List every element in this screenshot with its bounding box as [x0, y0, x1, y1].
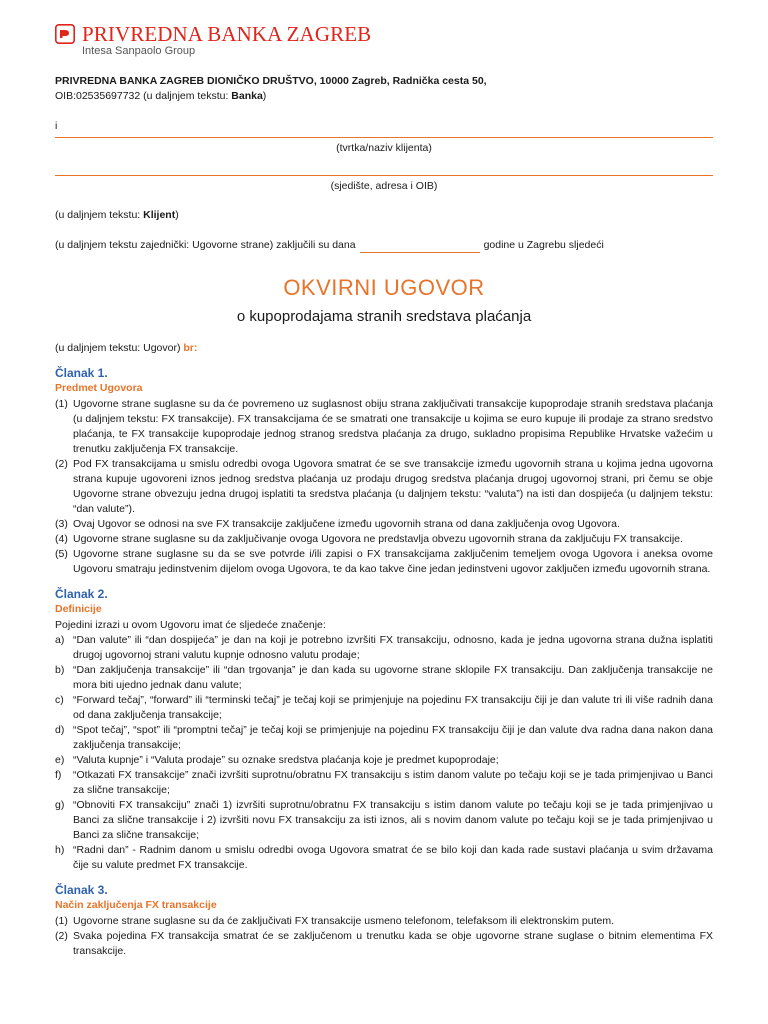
clause-marker: (3) — [55, 518, 68, 530]
article-1-clause — [55, 457, 713, 517]
article-3-heading: Članak 3. — [55, 883, 108, 897]
definition-marker: g) — [55, 799, 65, 811]
contract-body — [55, 74, 713, 959]
client-address-caption: (sjedište, adresa i OIB) — [330, 180, 438, 192]
article-3-clause — [55, 929, 713, 959]
oib-close: ) — [262, 90, 267, 102]
definition-item — [55, 663, 713, 693]
client-alias-line — [55, 208, 713, 223]
article-1-heading: Članak 1. — [55, 366, 108, 380]
client-alias-suffix: ) — [175, 209, 179, 221]
article-1-clause — [55, 517, 713, 532]
article-3-subheading: Način zaključenja FX transakcije — [55, 899, 217, 911]
date-field[interactable] — [360, 241, 480, 253]
bank-logo-icon — [55, 24, 75, 44]
parties-text: (u daljnjem tekstu zajednički: Ugovorne strane) zaključili su dana — [55, 239, 356, 251]
article-3 — [55, 883, 713, 959]
article-2 — [55, 587, 713, 873]
oib-text: OIB:02535697732 (u daljnjem tekstu: — [55, 90, 232, 102]
bank-name: PRIVREDNA BANKA ZAGREB — [82, 22, 372, 46]
parties-line — [55, 238, 713, 253]
clause-text: Svaka pojedina FX transakcija smatrat će se zaključenom u trenutku kada se obje ugovorne strane suglase o bitnim elementima FX transakcije. — [73, 930, 713, 957]
article-1-clause — [55, 397, 713, 457]
definition-marker: e) — [55, 754, 65, 766]
bank-oib-line — [55, 89, 713, 104]
clause-text: Ugovorne strane suglasne su da će zaključivati FX transakcije usmeno telefonom, telefaksom ili elektronskim putem. — [73, 915, 615, 927]
definition-item — [55, 633, 713, 663]
client-address-field[interactable] — [55, 175, 713, 176]
clause-marker: (4) — [55, 533, 68, 545]
article-1-subheading: Predmet Ugovora — [55, 382, 143, 394]
definition-text: “Spot tečaj”, “spot” ili “promptni tečaj” je tečaj koji se primjenjuje na pojedinu FX transakciju čiji je dan valute dva radna dana nakon dana zaključenja transakcije; — [73, 724, 713, 751]
clause-text: Ugovorne strane suglasne su da se sve potvrde i/ili zapisi o FX transakcijama zaključenim temeljem ovoga Ugovora i aneksa ovome Ugovoru smatraju jedinstvenim dijelom ovoga Ugovora, te da kao takve čine jedan jedinstveni ugovor zaključen između ugovornih strana. — [73, 548, 713, 575]
article-1-clause — [55, 547, 713, 577]
client-name-caption: (tvrtka/naziv klijenta) — [336, 142, 432, 154]
parties-text-after: godine u Zagrebu sljedeći — [483, 239, 604, 251]
client-alias: Klijent — [143, 209, 176, 221]
definition-marker: b) — [55, 664, 65, 676]
article-2-subheading: Definicije — [55, 603, 102, 615]
document-title: OKVIRNI UGOVOR — [283, 275, 485, 300]
definition-marker: h) — [55, 844, 65, 856]
definition-text: “Forward tečaj”, “forward” ili “terminski tečaj” je tečaj koji se primjenjuje na pojedinu FX transakciju čiji je dan valute tri ili više radnih dana od dana zaključenja transakcije; — [73, 694, 713, 721]
definition-marker: d) — [55, 724, 65, 736]
contract-number-label: br: — [183, 342, 198, 354]
definition-marker: f) — [55, 769, 62, 781]
bank-group: Intesa Sanpaolo Group — [82, 45, 196, 57]
definition-item — [55, 693, 713, 723]
client-alias-prefix: (u daljnjem tekstu: — [55, 209, 144, 221]
definition-text: “Otkazati FX transakcije” znači izvršiti suprotnu/obratnu FX transakciju s istim danom valute po tečaju koji se je tada primjenjivao u Banci za slične transakcije; — [73, 769, 713, 796]
article-3-clause — [55, 914, 713, 929]
article-2-lead: Pojedini izrazi u ovom Ugovoru imat će sljedeće značenje: — [55, 619, 326, 631]
clause-marker: (5) — [55, 548, 68, 560]
client-name-field[interactable] — [55, 137, 713, 138]
clause-text: Ugovorne strane suglasne su da će povremeno uz suglasnost obiju strana zaključivati transakcije kupoprodaje stranih sredstava plaćanja (u daljnjem tekstu: FX transakcije). FX transakcijama će se smatrati one transakcije u kojima se euro kupuje ili prodaje za strano sredstvo plaćanja, te FX transakcije kupoprodaje jednog stranog sredstva plaćanja za drugo, sukladno propisima Republike Hrvatske važećim u trenutku zaključenja FX transakcije. — [73, 398, 713, 455]
article-2-heading: Članak 2. — [55, 587, 108, 601]
definition-item — [55, 843, 713, 873]
clause-marker: (1) — [55, 915, 68, 927]
definition-item — [55, 723, 713, 753]
article-1 — [55, 366, 713, 577]
article-1-clause — [55, 532, 713, 547]
definition-text: “Dan zaključenja transakcije” ili “dan trgovanja” je dan kada su ugovorne strane sklopile FX transakciju. Dan zaključenja transakcije ne mora biti ujedno jednak danu valute; — [73, 664, 713, 691]
bank-company-line: PRIVREDNA BANKA ZAGREB DIONIČKO DRUŠTVO, 10000 Zagreb, Radnička cesta 50, — [55, 75, 487, 87]
definition-item — [55, 753, 713, 768]
contract-ref-text: (u daljnjem tekstu: Ugovor) — [55, 342, 184, 354]
clause-marker: (2) — [55, 458, 68, 470]
definition-text: “Obnoviti FX transakciju” znači 1) izvršiti suprotnu/obratnu FX transakciju s istim danom valute po tečaju koji se je tada primjenjivao u Banci za slične transakcije i 2) izvršiti novu FX transakciju za isti iznos, ali s novim danom valute po tečaju koji se je tada primjenjivao u Banci za slične transakcije; — [73, 799, 713, 841]
bank-alias: Banka — [231, 90, 263, 102]
definition-text: “Dan valute” ili “dan dospijeća” je dan na koji je potrebno izvršiti FX transakciju, odnosno, kada je jedna ugovorna strana dužna isplatiti drugoj ugovornoj strani valutu kupnje odnosno valutu prodaje; — [73, 634, 713, 661]
clause-text: Ovaj Ugovor se odnosi na sve FX transakcije zaključene između ugovornih strana od dana zaključenja ovog Ugovora. — [73, 518, 620, 530]
clause-text: Ugovorne strane suglasne su da zaključivanje ovoga Ugovora ne predstavlja obvezu ugovornih strana da zaključuju FX transakcije. — [73, 533, 683, 545]
clause-marker: (1) — [55, 398, 68, 410]
and-text: i — [55, 120, 58, 132]
clause-marker: (2) — [55, 930, 68, 942]
definition-marker: a) — [55, 634, 65, 646]
definition-item — [55, 768, 713, 798]
definition-marker: c) — [55, 694, 64, 706]
contract-ref-line — [55, 341, 713, 356]
definition-text: “Radni dan” - Radnim danom u smislu odredbi ovoga Ugovora smatrat će se bilo koji dan kada rade sustavi plaćanja u svim državama čije su valute predmet FX transakcije. — [73, 844, 713, 871]
definition-text: “Valuta kupnje” i “Valuta prodaje” su oznake sredstva plaćanja koje je predmet kupoprodaje; — [73, 754, 499, 766]
definition-item — [55, 798, 713, 843]
clause-text: Pod FX transakcijama u smislu odredbi ovoga Ugovora smatrat će se sve transakcije između ugovornih strana u kojima jedna ugovorna strana kupuje ugovoreni iznos jednog sredstva plaćanja uz prodaju drugog sredstva plaćanja drugoj ugovornoj strani, pri čemu se obje Ugovorne strane obvezuju jedna drugoj isplatiti ta sredstva plaćanja (u daljnjem tekstu: “valuta”) na isti dan dospijeća (u daljnjem tekstu: “dan valute”). — [73, 458, 713, 515]
document-subtitle: o kupoprodajama stranih sredstava plaćanja — [236, 308, 532, 325]
